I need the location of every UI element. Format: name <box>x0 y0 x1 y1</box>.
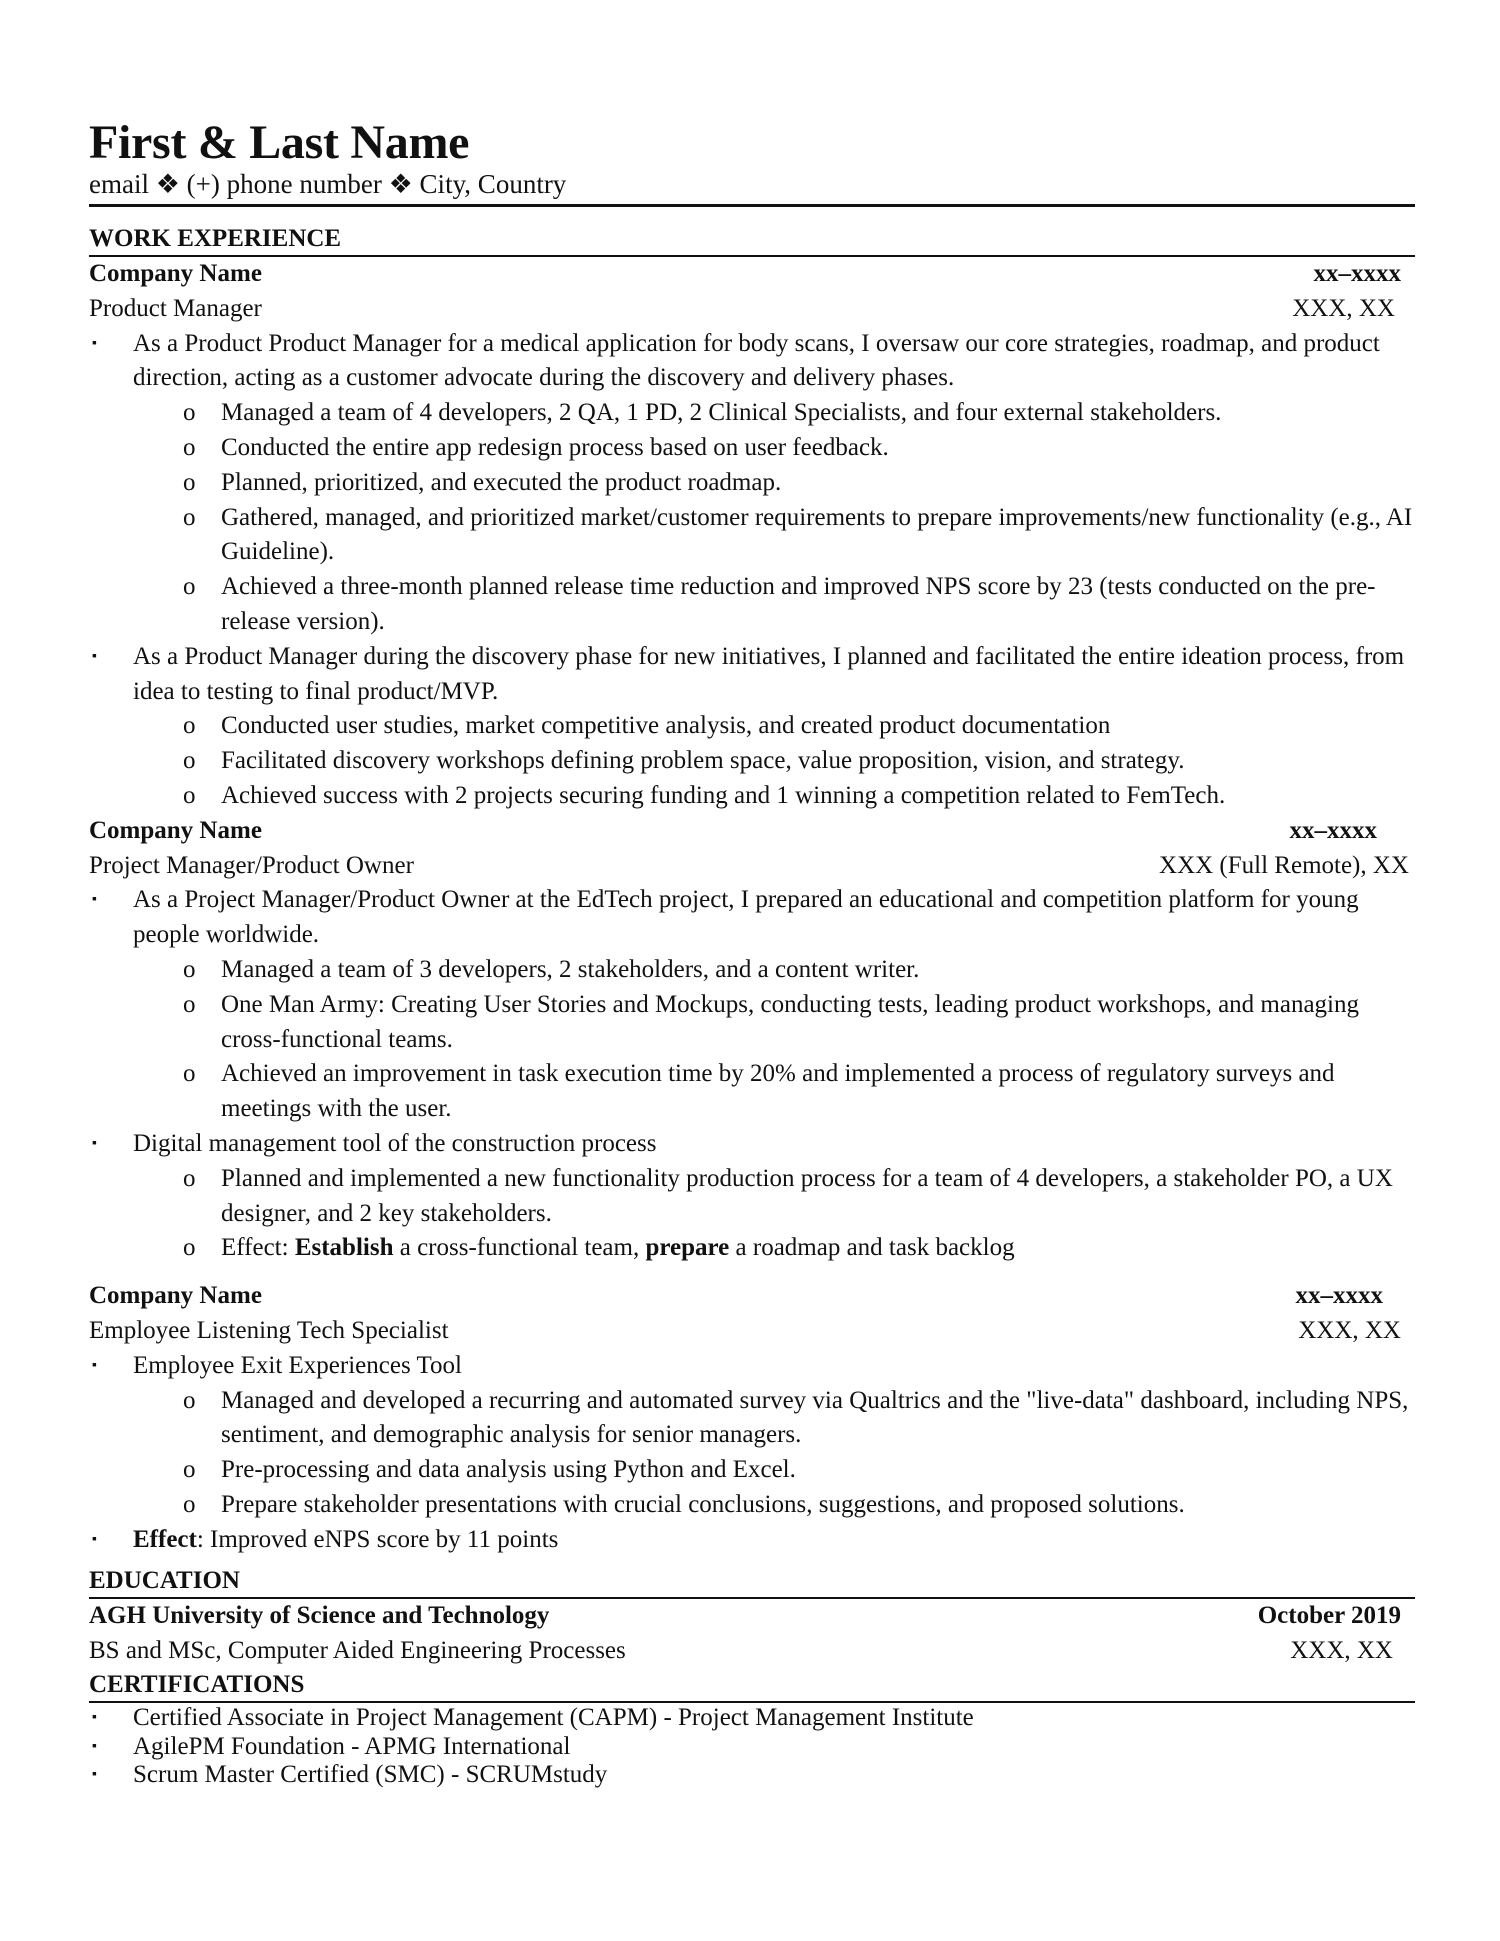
text-segment: Facilitated discovery workshops defining problem space, value proposition, vision, and strategy. <box>221 747 1185 775</box>
certification-name: AgilePM Foundation - APMG International <box>133 1732 571 1760</box>
text-segment: Managed a team of 4 developers, 2 QA, 1 PD, 2 Clinical Specialists, and four external stakeholders. <box>221 399 1222 427</box>
square-bullet-icon: ▪ <box>92 335 97 351</box>
text-segment: Pre-processing and data analysis using Python and Excel. <box>221 1456 796 1484</box>
certification-item <box>89 1761 1415 1790</box>
sub-bullet-item <box>89 1488 1415 1523</box>
circle-bullet-icon: o <box>183 468 196 496</box>
school-name: AGH University of Science and Technology <box>89 1602 550 1630</box>
job-entry <box>89 257 1415 814</box>
job-header-row <box>89 814 1415 849</box>
text-segment: Achieved success with 2 projects securing funding and 1 winning a competition related to FemTech. <box>221 781 1226 809</box>
text-segment: Prepare stakeholder presentations with crucial conclusions, suggestions, and proposed solutions. <box>221 1490 1185 1518</box>
bold-text: Effect <box>133 1525 197 1553</box>
bullet-item <box>89 1127 1415 1162</box>
sub-bullet-item <box>89 744 1415 779</box>
job-entry <box>89 814 1415 1266</box>
text-segment: Conducted the entire app redesign process based on user feedback. <box>221 433 889 461</box>
text-segment: Planned, prioritized, and executed the product roadmap. <box>221 468 782 496</box>
circle-bullet-icon: o <box>183 1490 196 1518</box>
degree: BS and MSc, Computer Aided Engineering Processes <box>89 1637 626 1665</box>
circle-bullet-icon: o <box>183 399 196 427</box>
text-segment: Planned and implemented a new functionality production process for a team of 4 developers, a stakeholder PO, a UX designer, and 2 key stakeholders. <box>221 1164 1393 1227</box>
circle-bullet-icon: o <box>183 955 196 983</box>
job-title-row <box>89 1314 1415 1349</box>
sub-bullet-item <box>89 570 1415 640</box>
job-title-row <box>89 292 1415 327</box>
certification-item <box>89 1733 1415 1762</box>
candidate-name: First & Last Name <box>89 116 470 169</box>
education-location: XXX, XX <box>1290 1637 1393 1665</box>
text-segment: a roadmap and task backlog <box>729 1234 1015 1262</box>
text-segment: Achieved a three-month planned release time reduction and improved NPS score by 23 (tests conducted on the pre-release version). <box>221 573 1376 635</box>
job-entry <box>89 1279 1415 1557</box>
certifications-list <box>89 1704 1415 1790</box>
certification-name: Certified Associate in Project Management (CAPM) - Project Management Institute <box>133 1704 974 1732</box>
sub-bullet-item <box>89 953 1415 988</box>
circle-bullet-icon: o <box>183 781 196 809</box>
bullet-item <box>89 883 1415 953</box>
sub-bullet-item <box>89 988 1415 1058</box>
square-bullet-icon: ▪ <box>92 1767 97 1783</box>
sub-bullet-item <box>89 1057 1415 1127</box>
job-date: xx–xxxx <box>1313 260 1401 287</box>
circle-bullet-icon: o <box>183 712 196 740</box>
text-segment: One Man Army: Creating User Stories and Mockups, conducting tests, leading product workshops, and managing cross-functional teams. <box>221 990 1360 1053</box>
work-experience-list <box>89 257 1415 1557</box>
square-bullet-icon: ▪ <box>92 892 97 908</box>
sub-bullet-item <box>89 1231 1415 1266</box>
company-name: Company Name <box>89 1282 262 1310</box>
text-segment: Digital management tool of the construction process <box>133 1129 657 1157</box>
certification-item <box>89 1704 1415 1733</box>
text-segment: Managed and developed a recurring and automated survey via Qualtrics and the "live-data" dashboard, including NPS, sentiment, and demographic analysis for senior managers. <box>221 1386 1409 1449</box>
text-segment: : Improved eNPS score by 11 points <box>196 1525 559 1553</box>
job-location: XXX, XX <box>1298 1316 1401 1344</box>
job-header-row <box>89 257 1415 292</box>
text-segment: Managed a team of 3 developers, 2 stakeholders, and a content writer. <box>221 955 920 983</box>
bullet-item <box>89 327 1415 397</box>
text-segment: Achieved an improvement in task execution time by 20% and implemented a process of regulatory surveys and meetings with the user. <box>221 1060 1335 1123</box>
circle-bullet-icon: o <box>183 573 196 601</box>
education-detail-row <box>89 1634 1415 1669</box>
job-title: Employee Listening Tech Specialist <box>89 1316 449 1344</box>
section-heading-certifications: CERTIFICATIONS <box>89 1669 1415 1703</box>
bold-text: Establish <box>294 1234 394 1262</box>
section-heading-education: EDUCATION <box>89 1565 1415 1599</box>
square-bullet-icon: ▪ <box>92 1531 97 1547</box>
text-segment: As a Product Product Manager for a medical application for body scans, I oversaw our core strategies, roadmap, and product direction, acting as a customer advocate during the discovery and delivery phases. <box>133 329 1380 392</box>
sub-bullet-item <box>89 709 1415 744</box>
job-title: Project Manager/Product Owner <box>89 851 414 879</box>
education-date: October 2019 <box>1257 1602 1401 1630</box>
text-segment: Gathered, managed, and prioritized market/customer requirements to prepare improvements/new functionality (e.g., AI Guideline). <box>221 503 1413 566</box>
certification-name: Scrum Master Certified (SMC) - SCRUMstudy <box>133 1761 608 1789</box>
sub-bullet-item <box>89 779 1415 814</box>
square-bullet-icon: ▪ <box>92 1135 97 1151</box>
sub-bullet-item <box>89 1453 1415 1488</box>
company-name: Company Name <box>89 260 262 287</box>
text-segment: Employee Exit Experiences Tool <box>133 1351 462 1379</box>
company-name: Company Name <box>89 816 262 844</box>
square-bullet-icon: ▪ <box>92 1738 97 1754</box>
text-segment: Effect: <box>221 1234 295 1262</box>
job-header-row <box>89 1279 1415 1314</box>
job-location: XXX, XX <box>1292 294 1395 322</box>
text-segment: a cross-functional team, <box>393 1234 646 1262</box>
sub-bullet-item <box>89 431 1415 466</box>
circle-bullet-icon: o <box>183 1164 196 1192</box>
job-title: Product Manager <box>89 294 262 322</box>
job-date: xx–xxxx <box>1289 816 1377 844</box>
circle-bullet-icon: o <box>183 433 196 461</box>
circle-bullet-icon: o <box>183 503 196 531</box>
square-bullet-icon: ▪ <box>92 1710 97 1726</box>
resume-page <box>89 118 1415 1790</box>
circle-bullet-icon: o <box>183 990 196 1018</box>
education-header-row <box>89 1599 1415 1634</box>
circle-bullet-icon: o <box>183 1234 196 1262</box>
job-location: XXX (Full Remote), XX <box>1159 851 1409 879</box>
square-bullet-icon: ▪ <box>92 648 97 664</box>
sub-bullet-item <box>89 1162 1415 1232</box>
contact-line: email ❖ (+) phone number ❖ City, Country <box>89 168 1415 207</box>
sub-bullet-item <box>89 396 1415 431</box>
bullet-item <box>89 640 1415 710</box>
sub-bullet-item <box>89 466 1415 501</box>
circle-bullet-icon: o <box>183 1456 196 1484</box>
circle-bullet-icon: o <box>183 747 196 775</box>
job-date: xx–xxxx <box>1295 1282 1383 1310</box>
text-segment: As a Project Manager/Product Owner at the EdTech project, I prepared an educational and competition platform for young people worldwide. <box>133 886 1359 949</box>
sub-bullet-item <box>89 501 1415 571</box>
sub-bullet-item <box>89 1384 1415 1454</box>
square-bullet-icon: ▪ <box>92 1357 97 1373</box>
section-heading-work: WORK EXPERIENCE <box>89 223 1415 257</box>
circle-bullet-icon: o <box>183 1386 196 1414</box>
circle-bullet-icon: o <box>183 1060 196 1088</box>
bullet-item <box>89 1349 1415 1384</box>
text-segment: Conducted user studies, market competitive analysis, and created product documentation <box>221 712 1111 740</box>
bullet-item <box>89 1523 1415 1558</box>
job-title-row <box>89 849 1415 884</box>
text-segment: As a Product Manager during the discovery phase for new initiatives, I planned and facilitated the entire ideation process, from idea to testing to final product/MVP. <box>133 642 1405 705</box>
bold-text: prepare <box>645 1234 730 1262</box>
